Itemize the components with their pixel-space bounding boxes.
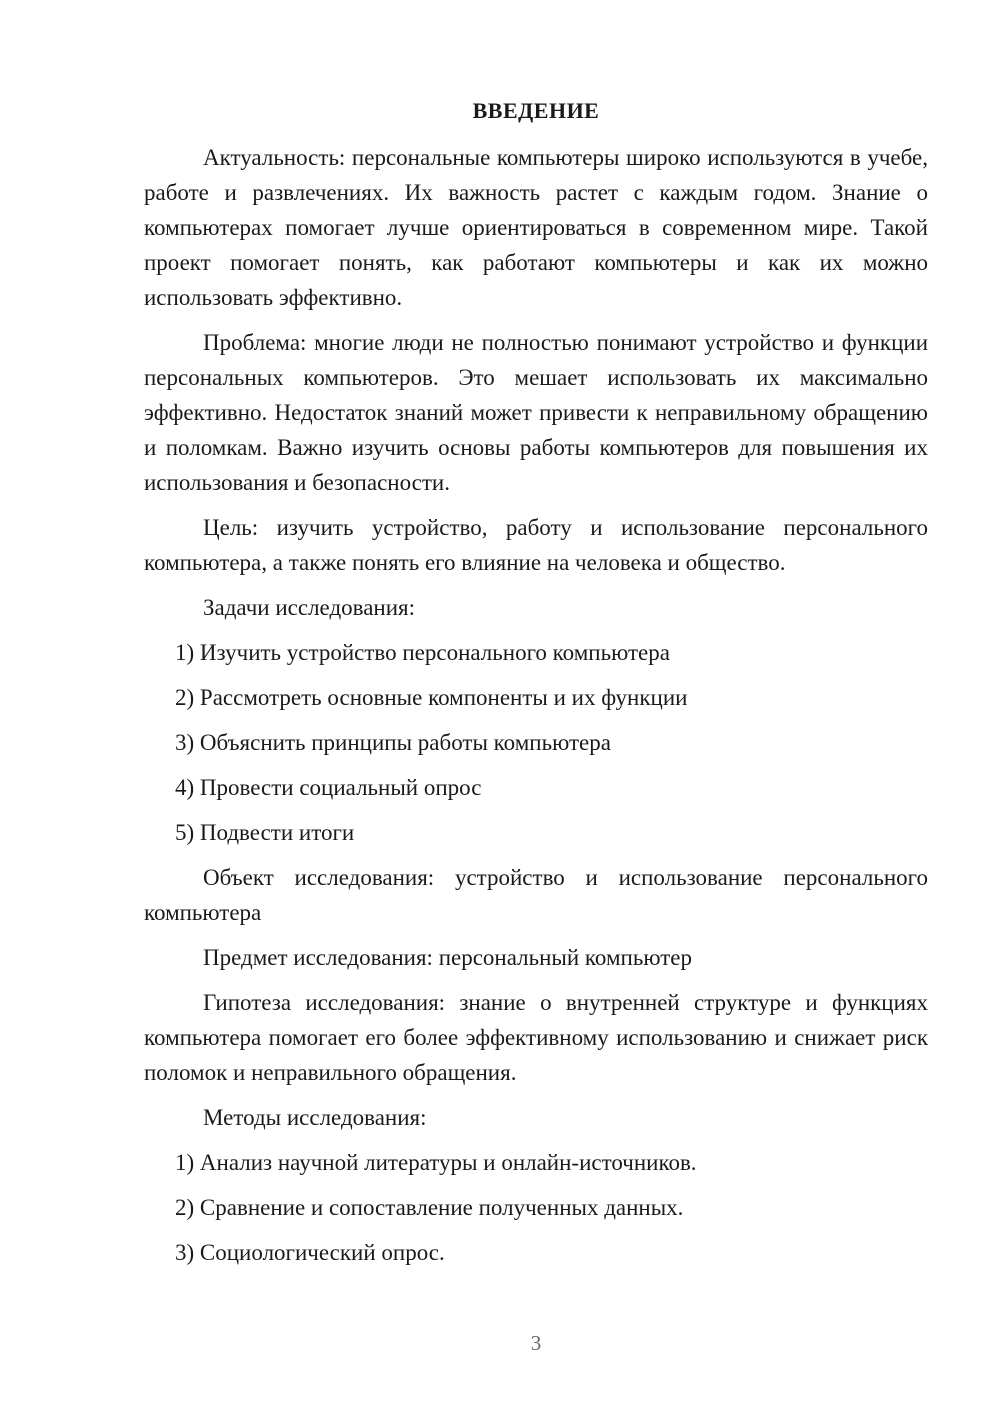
method-item-2: 2) Сравнение и сопоставление полученных данных.	[175, 1195, 684, 1220]
page-number: 3	[530, 1331, 542, 1355]
relevance-paragraph: Актуальность: персональные компьютеры широко используются в учебе, работе и развлечениях. Их важность растет с каждым годом. Знание о компьютерах помогает лучше ориентироваться в современном мире. Такой проект помогает понять, как работают компьютеры и как их можно использовать эффективно.	[144, 145, 928, 310]
method-item-1: 1) Анализ научной литературы и онлайн-источников.	[175, 1150, 697, 1175]
task-item-5: 5) Подвести итоги	[175, 820, 355, 845]
problem-paragraph: Проблема: многие люди не полностью понимают устройство и функции персональных компьютеров. Это мешает использовать их максимально эффективно. Недостаток знаний может привести к неправильному обращению и поломкам. Важно изучить основы работы компьютеров для повышения их использования и безопасности.	[144, 330, 928, 495]
goal-paragraph: Цель: изучить устройство, работу и использование персонального компьютера, а также понять его влияние на человека и общество.	[144, 515, 928, 575]
method-item-3: 3) Социологический опрос.	[175, 1240, 445, 1265]
task-item-1: 1) Изучить устройство персонального компьютера	[175, 640, 670, 665]
task-item-4: 4) Провести социальный опрос	[175, 775, 482, 800]
hypothesis-paragraph: Гипотеза исследования: знание о внутренней структуре и функциях компьютера помогает его более эффективному использованию и снижает риск поломок и неправильного обращения.	[144, 990, 928, 1085]
methods-list	[144, 1145, 928, 1270]
page-title: ВВЕДЕНИЕ	[472, 98, 600, 123]
object-paragraph: Объект исследования: устройство и использование персонального компьютера	[144, 865, 928, 925]
task-item-3: 3) Объяснить принципы работы компьютера	[175, 730, 611, 755]
methods-title: Методы исследования:	[203, 1105, 427, 1130]
task-item-2: 2) Рассмотреть основные компоненты и их функции	[175, 685, 688, 710]
document-page	[144, 96, 928, 1280]
tasks-title: Задачи исследования:	[203, 595, 416, 620]
tasks-list	[144, 635, 928, 850]
subject-paragraph: Предмет исследования: персональный компьютер	[203, 945, 692, 970]
